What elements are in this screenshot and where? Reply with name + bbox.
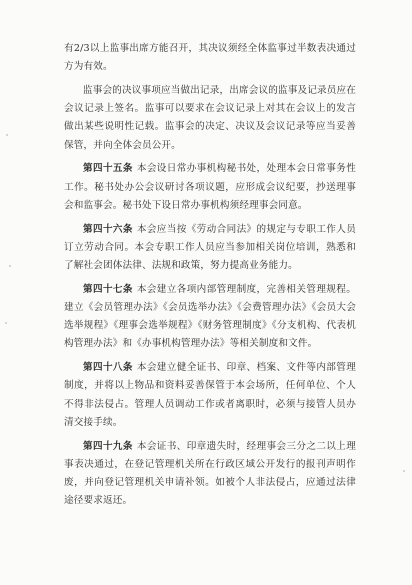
article-47 [64,281,356,354]
article-text: 本会建立健全证书、印章、档案、文件等内部管理制度，并将以上物品和资料妥善保管于本会场所，任何单位、个人不得非法侵占。管理人员调动工作或者离职时，必须与接管人员办清交接手续。 [64,362,356,428]
paragraph-supervisory-records [64,82,356,155]
article-number: 第四十九条 [83,440,133,452]
article-number: 第四十七条 [83,283,133,295]
scan-speck [5,322,7,324]
article-number: 第四十六条 [83,223,133,235]
article-text: 本会建立各项内部管理制度，完善相关管理规程。建立《会员管理办法》《会员选举办法》《会费管理办法》《会员大会选举规程》《理事会选举规程》《财务管理制度》《分支机构、代表机构管理办法》和《办事机构管理办法》等相关制度和文件。 [64,283,356,350]
paragraph-text: 监事会的决议事项应当做出记录，出席会议的监事及记录员应在会议记录上签名。监事可以要求在会议记录上对其在会议上的发言做出某些说明性记载。监事会的决定、决议及会议记录等应当妥善保管，并向全体会员公开。 [64,85,356,151]
article-number: 第四十五条 [83,163,133,175]
article-45 [64,160,356,215]
article-text: 本会证书、印章遗失时，经理事会三分之二以上理事表决通过，在登记管理机关所在行政区域公开发行的报刊声明作废，并向登记管理机关申请补领。如被个人非法侵占，应通过法律途径要求返还。 [64,440,356,507]
article-text: 本会应当按《劳动合同法》的规定与专职工作人员订立劳动合同。本会专职工作人员应当参加相关岗位培训，熟悉和了解社会团体法律、法规和政策，努力提高业务能力。 [64,223,356,272]
paragraph-text: 有2/3以上监事出席方能召开，其决议须经全体监事过半数表决通过方为有效。 [64,43,356,73]
article-46 [64,221,356,276]
scan-speck [9,265,11,267]
article-49 [64,438,356,511]
article-number: 第四十八条 [83,362,133,374]
document-body [64,40,356,516]
article-text: 本会设日常办事机构秘书处，处理本会日常事务性工作。秘书处办公会议研讨各项议题，应形成会议纪要，抄送理事会和监事会。秘书处下设日常办事机构须经理事会同意。 [64,163,356,211]
article-48 [64,359,356,432]
paragraph-continuation [64,40,356,76]
scan-speck [6,134,8,136]
scan-speck [403,470,405,472]
